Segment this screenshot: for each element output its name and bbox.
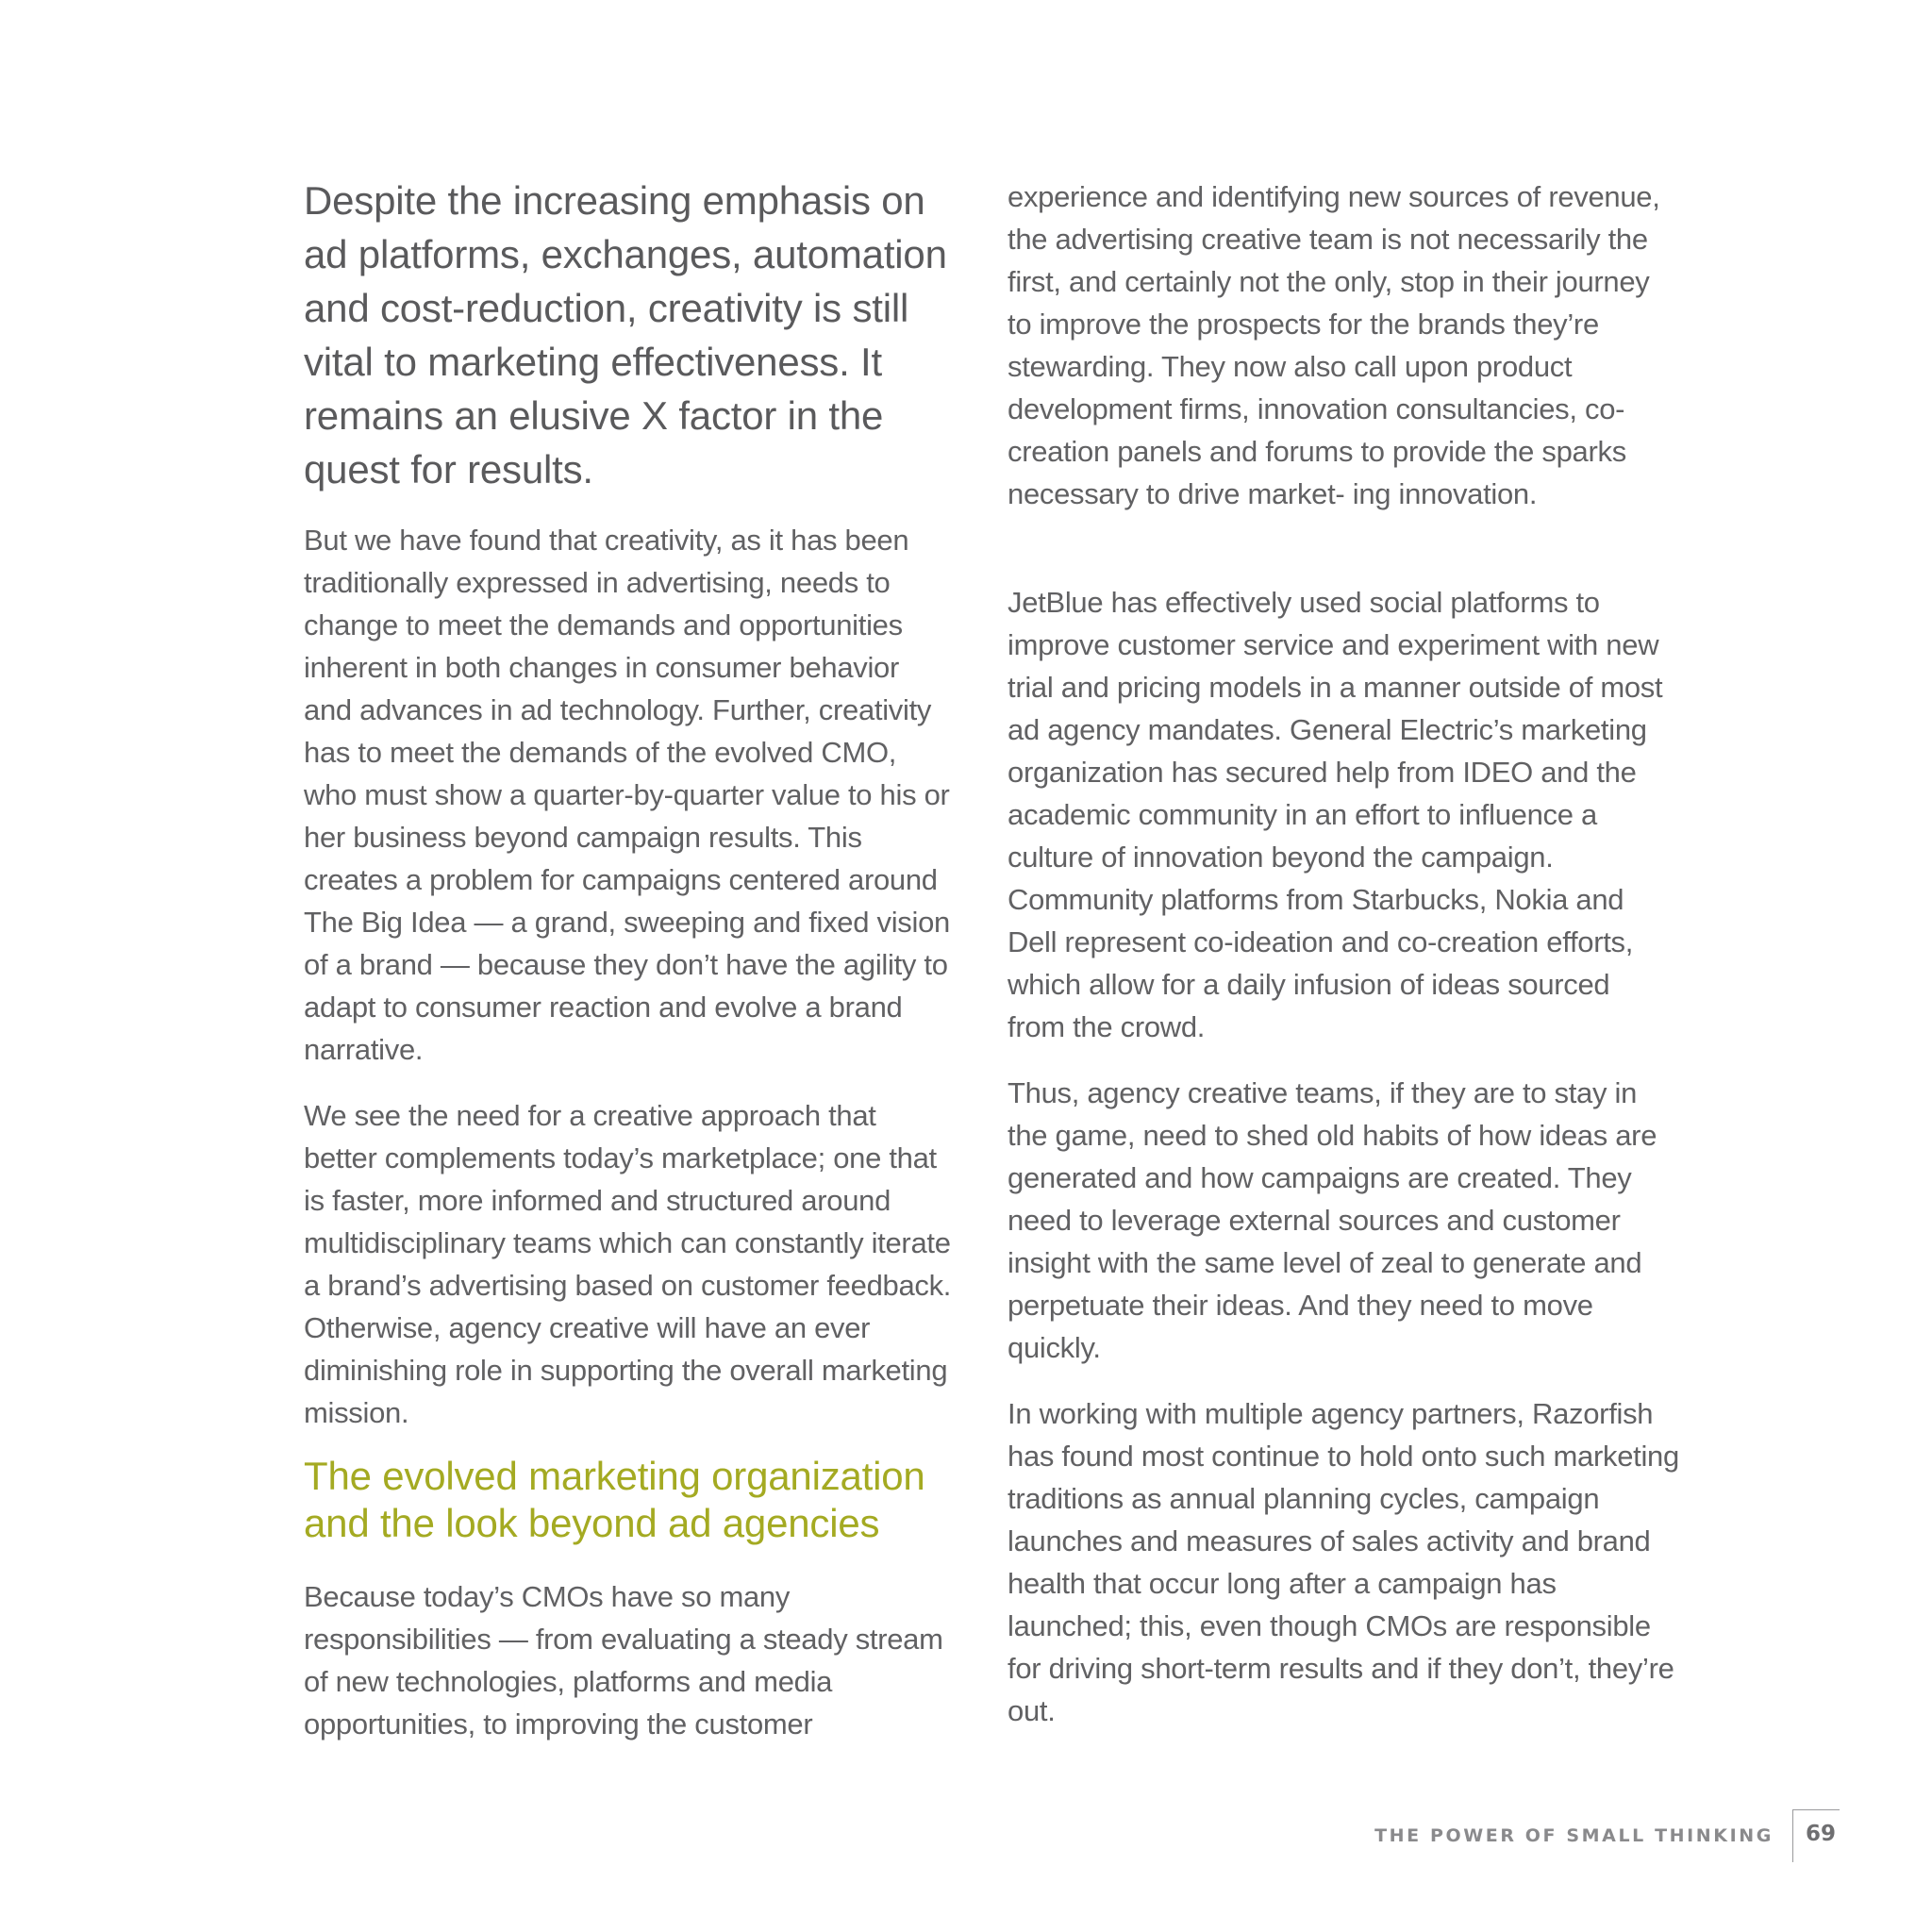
body-paragraph: Thus, agency creative teams, if they are to stay in the game, need to shed old habits of how ideas are generated and how campaigns are created. They need to leverage external sources and customer insight with the same level of zeal to generate and perpetuate their ideas. And they need to move quickly. xyxy=(1008,1076,1657,1364)
footer-divider-top xyxy=(1792,1809,1840,1810)
body-paragraph: In working with multiple agency partners, Razorfish has found most continue to hold onto such marketing traditions as annual planning cycles, campaign launches and measures of sales activity and brand health that occur long after a campaign has launched; this, even though CMOs are responsible for driving short-term results and if they don’t, they’re out. xyxy=(1008,1397,1679,1727)
page-number: 69 xyxy=(1806,1822,1837,1846)
body-paragraph: We see the need for a creative approach that better complements today’s marketplace; one that is faster, more informed and structured around multidisciplinary teams which can constantly iterate a brand’s advertising based on customer feedback. Otherwise, agency creative will have an ever diminishing role in supporting the overall marketing mission. xyxy=(304,1099,952,1429)
lead-paragraph: Despite the increasing emphasis on ad platforms, exchanges, automation and cost-reduction, creativity is still vital to marketing effectiveness. It remains an elusive X factor in the quest for results. xyxy=(304,178,947,491)
footer-divider xyxy=(1792,1809,1793,1862)
body-paragraph: experience and identifying new sources of revenue, the advertising creative team is not necessarily the first, and certainly not the only, stop in their journey to improve the prospects for the brands they’re stewarding. They now also call upon product development firms, innovation consultancies, co-creation panels and forums to provide the sparks necessary to drive market- ing innovation. xyxy=(1008,180,1660,510)
body-paragraph: JetBlue has effectively used social platforms to improve customer service and experiment with new trial and pricing models in a manner outside of most ad agency mandates. General Electric’s marketing organization has secured help from IDEO and the academic community in an effort to influence a culture of innovation beyond the campaign. Community platforms from Starbucks, Nokia and Dell represent co-ideation and co-creation efforts, which allow for a daily infusion of ideas sourced from the crowd. xyxy=(1008,586,1663,1043)
body-paragraph: Because today’s CMOs have so many responsibilities — from evaluating a steady stream of new technologies, platforms and media opportunities, to improving the customer xyxy=(304,1580,943,1740)
running-footer-title: THE POWER OF SMALL THINKING xyxy=(1374,1825,1774,1846)
section-subheading: The evolved marketing organization and the look beyond ad agencies xyxy=(304,1454,925,1545)
body-paragraph: But we have found that creativity, as it has been traditionally expressed in advertising, needs to change to meet the demands and opportunities inherent in both changes in consumer behavior and advances in ad technology. Further, creativity has to meet the demands of the evolved CMO, who must show a quarter-by-quarter value to his or her business beyond campaign results. This creates a problem for campaigns centered around The Big Idea — a grand, sweeping and fixed vision of a brand — because they don’t have the agility to adapt to consumer reaction and evolve a brand narrative. xyxy=(304,524,950,1066)
